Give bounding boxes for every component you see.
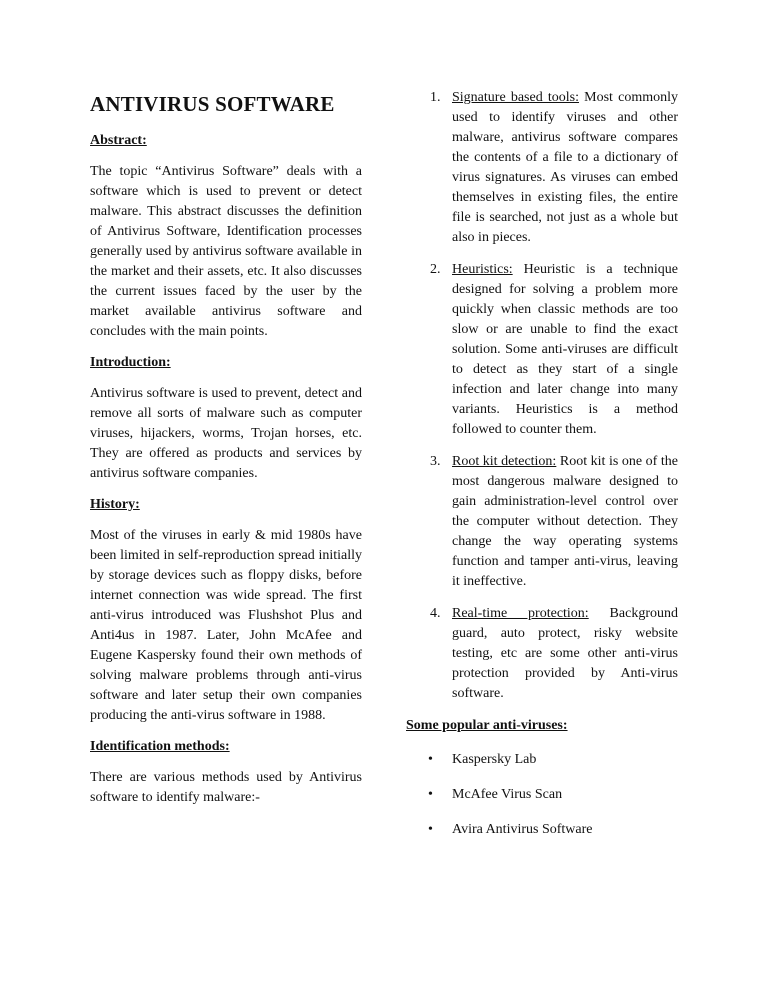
list-item-rootkit <box>406 452 678 592</box>
list-number: 4. <box>430 606 441 621</box>
document-title: ANTIVIRUS SOFTWARE <box>90 92 335 116</box>
method-text: Heuristic is a technique designed for solving a problem more quickly when classic methods are too slow or are unable to find the exact solution. Some anti-viruses are difficult to detect as they start of a single infection and later change into many variants. Heuristics is a method followed to counter them. <box>452 262 678 437</box>
list-number: 1. <box>430 90 441 105</box>
popular-item-label: McAfee Virus Scan <box>452 787 563 802</box>
introduction-text: Antivirus software is used to prevent, detect and remove all sorts of malware such as computer viruses, hijackers, worms, Trojan horses, etc. They are offered as products and services by antivirus software companies. <box>90 386 362 481</box>
list-item <box>406 820 678 840</box>
identification-text: There are various methods used by Antivirus software to identify malware:- <box>90 770 362 805</box>
popular-heading: Some popular anti-viruses: <box>406 718 568 733</box>
method-text: Background guard, auto protect, risky website testing, etc are some other anti-virus protection provided by Anti-virus software. <box>452 606 678 701</box>
bullet-icon: • <box>428 822 433 837</box>
list-item <box>406 785 678 805</box>
popular-list <box>406 750 678 840</box>
list-item <box>406 750 678 770</box>
identification-methods-list <box>406 88 678 704</box>
popular-item-label: Avira Antivirus Software <box>452 822 593 837</box>
bullet-icon: • <box>428 752 433 767</box>
method-label: Heuristics: <box>452 262 513 277</box>
list-number: 3. <box>430 454 441 469</box>
list-item-realtime <box>406 604 678 704</box>
identification-heading: Identification methods: <box>90 739 230 754</box>
history-heading: History: <box>90 497 140 512</box>
method-text: Most commonly used to identify viruses and other malware, antivirus software compares the contents of a file to a dictionary of virus signatures. As viruses can embed themselves in existing files, the entire file is searched, not just as a whole but also in pieces. <box>452 90 678 245</box>
method-label: Root kit detection: <box>452 454 557 469</box>
list-item-signature <box>406 88 678 248</box>
method-label: Real-time protection: <box>452 606 589 621</box>
bullet-icon: • <box>428 787 433 802</box>
history-text: Most of the viruses in early & mid 1980s have been limited in self-reproduction spread initially by storage devices such as floppy disks, before internet connection was wide spread. The first anti-virus introduced was Flushshot Plus and Anti4us in 1987. Later, John McAfee and Eugene Kaspersky found their own methods of solving malware problems through anti-virus software and later setup their own companies producing the anti-virus software in 1988. <box>90 528 362 723</box>
list-number: 2. <box>430 262 441 277</box>
abstract-text: The topic “Antivirus Software” deals with a software which is used to prevent or detect malware. This abstract discusses the definition of Antivirus Software, Identification processes generally used by antivirus software available in the market and their assets, etc. It also discusses the current issues faced by the user by the market available antivirus software and concludes with the main points. <box>90 164 362 339</box>
list-item-heuristics <box>406 260 678 440</box>
method-text: Root kit is one of the most dangerous malware designed to gain administration-level control over the computer without detection. They change the way operating systems function and tamper anti-virus, leaving it ineffective. <box>452 454 678 589</box>
popular-item-label: Kaspersky Lab <box>452 752 537 767</box>
introduction-heading: Introduction: <box>90 355 171 370</box>
right-column <box>406 88 678 855</box>
left-column <box>90 88 362 819</box>
abstract-heading: Abstract: <box>90 133 147 148</box>
method-label: Signature based tools: <box>452 90 579 105</box>
